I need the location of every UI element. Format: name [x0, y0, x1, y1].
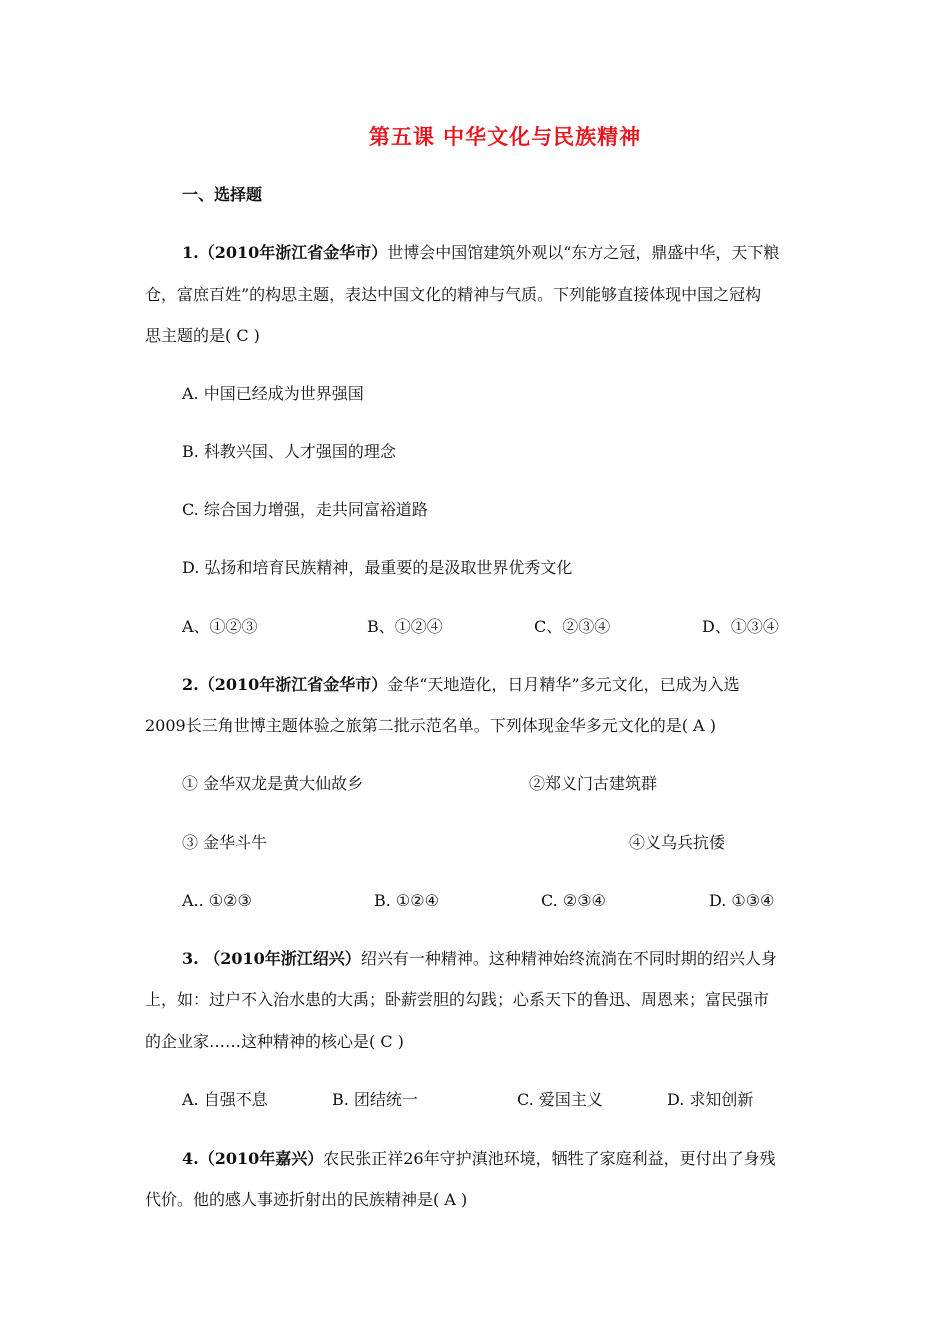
question-4-source: 4.（2010年嘉兴）: [182, 1149, 324, 1168]
question-1-statement-d: D. 弘扬和培育民族精神，最重要的是汲取世界优秀文化: [182, 558, 573, 577]
question-1-choice-c: C、②③④: [534, 617, 611, 636]
question-1-line-3: 思主题的是( C ): [145, 326, 260, 345]
question-1-line-1: 1.（2010年浙江省金华市）世博会中国馆建筑外观以“东方之冠，鼎盛中华，天下粮: [182, 243, 780, 262]
question-1-statement-a: A. 中国已经成为世界强国: [182, 384, 364, 403]
question-1-statement-b: B. 科教兴国、人才强国的理念: [182, 442, 396, 461]
question-2-choice-d: D. ①③④: [709, 891, 775, 910]
lesson-title: 第五课 中华文化与民族精神: [368, 124, 642, 149]
question-4-line-1: 4.（2010年嘉兴）农民张正祥26年守护滇池环境，牺牲了家庭利益，更付出了身残: [182, 1149, 776, 1168]
question-1-choice-d: D、①③④: [702, 617, 779, 636]
question-3-choice-d: D. 求知创新: [667, 1090, 754, 1109]
question-3-source: 3. （2010年浙江绍兴）: [182, 949, 361, 968]
question-2-item-1: ① 金华双龙是黄大仙故乡: [182, 774, 364, 793]
question-3-choice-c: C. 爱国主义: [517, 1090, 603, 1109]
question-2-source: 2.（2010年浙江省金华市）: [182, 675, 388, 694]
question-3-choice-a: A. 自强不息: [182, 1090, 268, 1109]
question-4-line-2: 代价。他的感人事迹折射出的民族精神是( A ): [145, 1190, 468, 1209]
question-2-item-4: ④义乌兵抗倭: [629, 833, 726, 852]
question-1-line-2: 仓，富庶百姓”的构思主题，表达中国文化的精神与气质。下列能够直接体现中国之冠构: [145, 285, 762, 304]
question-2-line-1: 2.（2010年浙江省金华市）金华“天地造化，日月精华”多元文化，已成为入选: [182, 675, 740, 694]
section-heading: 一、选择题: [182, 185, 263, 204]
question-1-choice-b: B、①②④: [367, 617, 443, 636]
question-2-choice-a: A.. ①②③: [182, 891, 252, 910]
question-3-line-1: 3. （2010年浙江绍兴）绍兴有一种精神。这种精神始终流淌在不同时期的绍兴人身: [182, 949, 777, 968]
question-1-source: 1.（2010年浙江省金华市）: [182, 243, 388, 262]
question-3-line-2: 上，如：过户不入治水患的大禹；卧薪尝胆的勾践；心系天下的鲁迅、周恩来；富民强市: [145, 990, 770, 1009]
question-2-choice-b: B. ①②④: [374, 891, 439, 910]
question-3-choice-b: B. 团结统一: [332, 1090, 418, 1109]
question-2-choice-c: C. ②③④: [541, 891, 606, 910]
question-3-line-3: 的企业家……这种精神的核心是( C ): [145, 1032, 404, 1051]
question-2-line-2: 2009长三角世博主题体验之旅第二批示范名单。下列体现金华多元文化的是( A ): [145, 716, 716, 735]
question-2-item-2: ②郑义门古建筑群: [529, 774, 658, 793]
question-1-statement-c: C. 综合国力增强，走共同富裕道路: [182, 500, 428, 519]
question-1-choice-a: A、①②③: [182, 617, 258, 636]
question-2-item-3: ③ 金华斗牛: [182, 833, 268, 852]
